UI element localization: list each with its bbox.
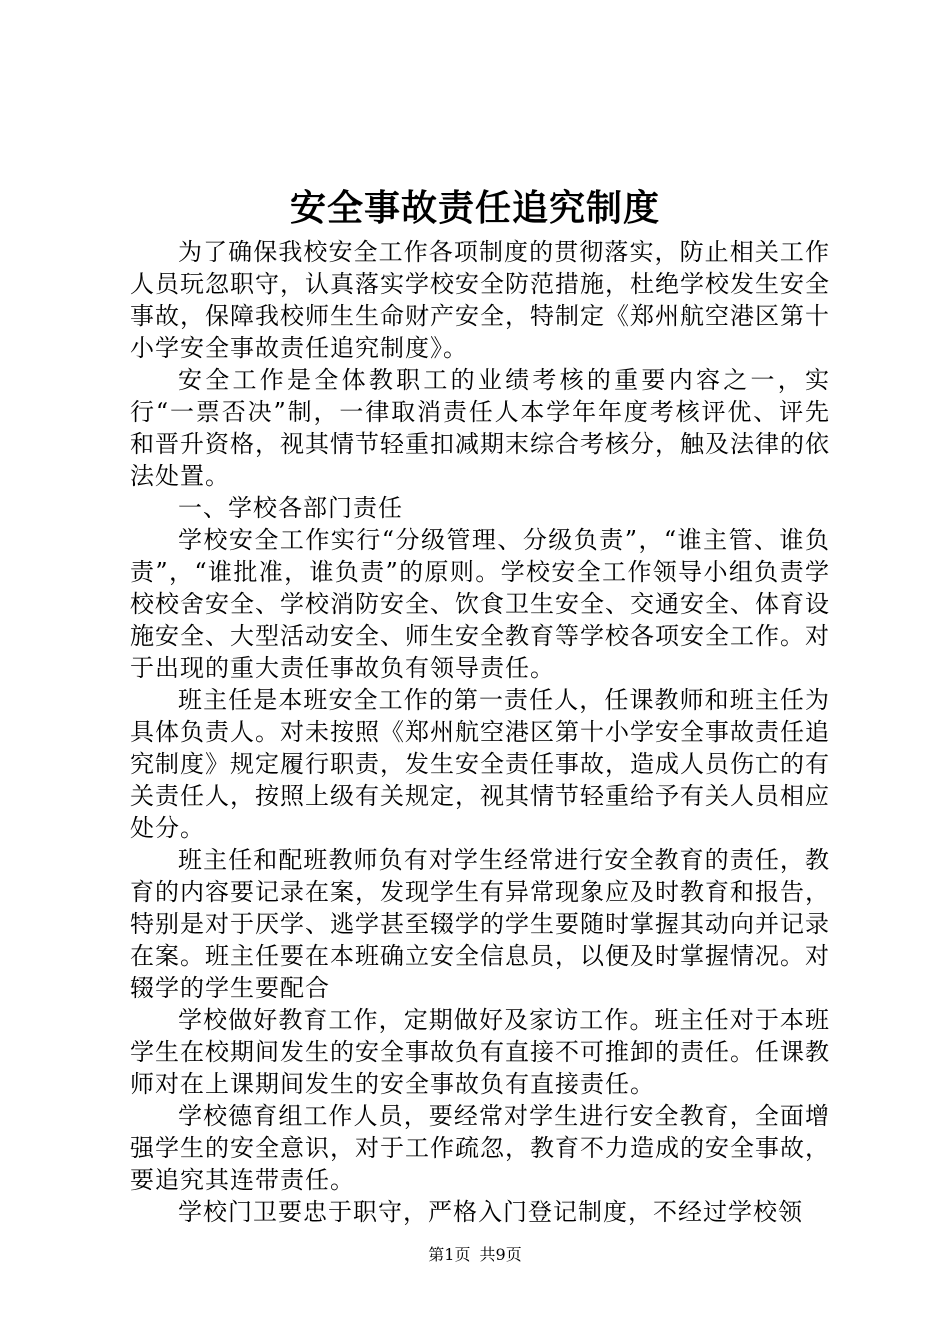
section-heading: 一、学校各部门责任 [178, 494, 403, 522]
paragraph-school-responsibility: 学校安全工作实行“分级管理、分级负责”，“谁主管、谁负责”，“谁批准，谁负责”的原则。学校安全工作领导小组负责学校校舍安全、学校消防安全、饮食卫生安全、交通安全、体育设施安全、大型活动安全、师生安全教育等学校各项安全工作。对于出现的重大责任事故负有领导责任。 [130, 526, 830, 682]
document-body [130, 236, 830, 1228]
paragraph-assessment: 安全工作是全体教职工的业绩考核的重要内容之一，实行“一票否决”制，一律取消责任人本学年年度考核评优、评先和晋升资格，视其情节轻重扣减期末综合考核分，触及法律的依法处置。 [130, 366, 830, 490]
paragraph-moral-education-group: 学校德育组工作人员，要经常对学生进行安全教育，全面增强学生的安全意识，对于工作疏忽，教育不力造成的安全事故，要追究其连带责任。 [130, 1102, 830, 1194]
paragraph-home-visits: 学校做好教育工作，定期做好及家访工作。班主任对于本班学生在校期间发生的安全事故负有直接不可推卸的责任。任课教师对在上课期间发生的安全事故负有直接责任。 [130, 1006, 830, 1098]
paragraph-gatekeeper: 学校门卫要忠于职守，严格入门登记制度，不经过学校领 [178, 1198, 803, 1226]
page-footer [0, 1244, 950, 1266]
paragraph-safety-education: 班主任和配班教师负有对学生经常进行安全教育的责任，教育的内容要记录在案，发现学生有异常现象应及时教育和报告，特别是对于厌学、逃学甚至辍学的学生要随时掌握其动向并记录在案。班主任要在本班确立安全信息员，以便及时掌握情况。对辍学的学生要配合 [130, 846, 830, 1002]
document-title: 安全事故责任追究制度 [289, 187, 660, 229]
page-number: 第1页 [428, 1245, 471, 1264]
page-total: 共9页 [479, 1245, 522, 1264]
paragraph-intro: 为了确保我校安全工作各项制度的贯彻落实，防止相关工作人员玩忽职守，认真落实学校安全防范措施，杜绝学校发生安全事故，保障我校师生生命财产安全，特制定《郑州航空港区第十小学安全事故责任追究制度》。 [130, 238, 830, 362]
paragraph-head-teacher: 班主任是本班安全工作的第一责任人，任课教师和班主任为具体负责人。对未按照《郑州航空港区第十小学安全事故责任追究制度》规定履行职责，发生安全责任事故，造成人员伤亡的有关责任人，按照上级有关规定，视其情节轻重给予有关人员相应处分。 [130, 686, 830, 842]
